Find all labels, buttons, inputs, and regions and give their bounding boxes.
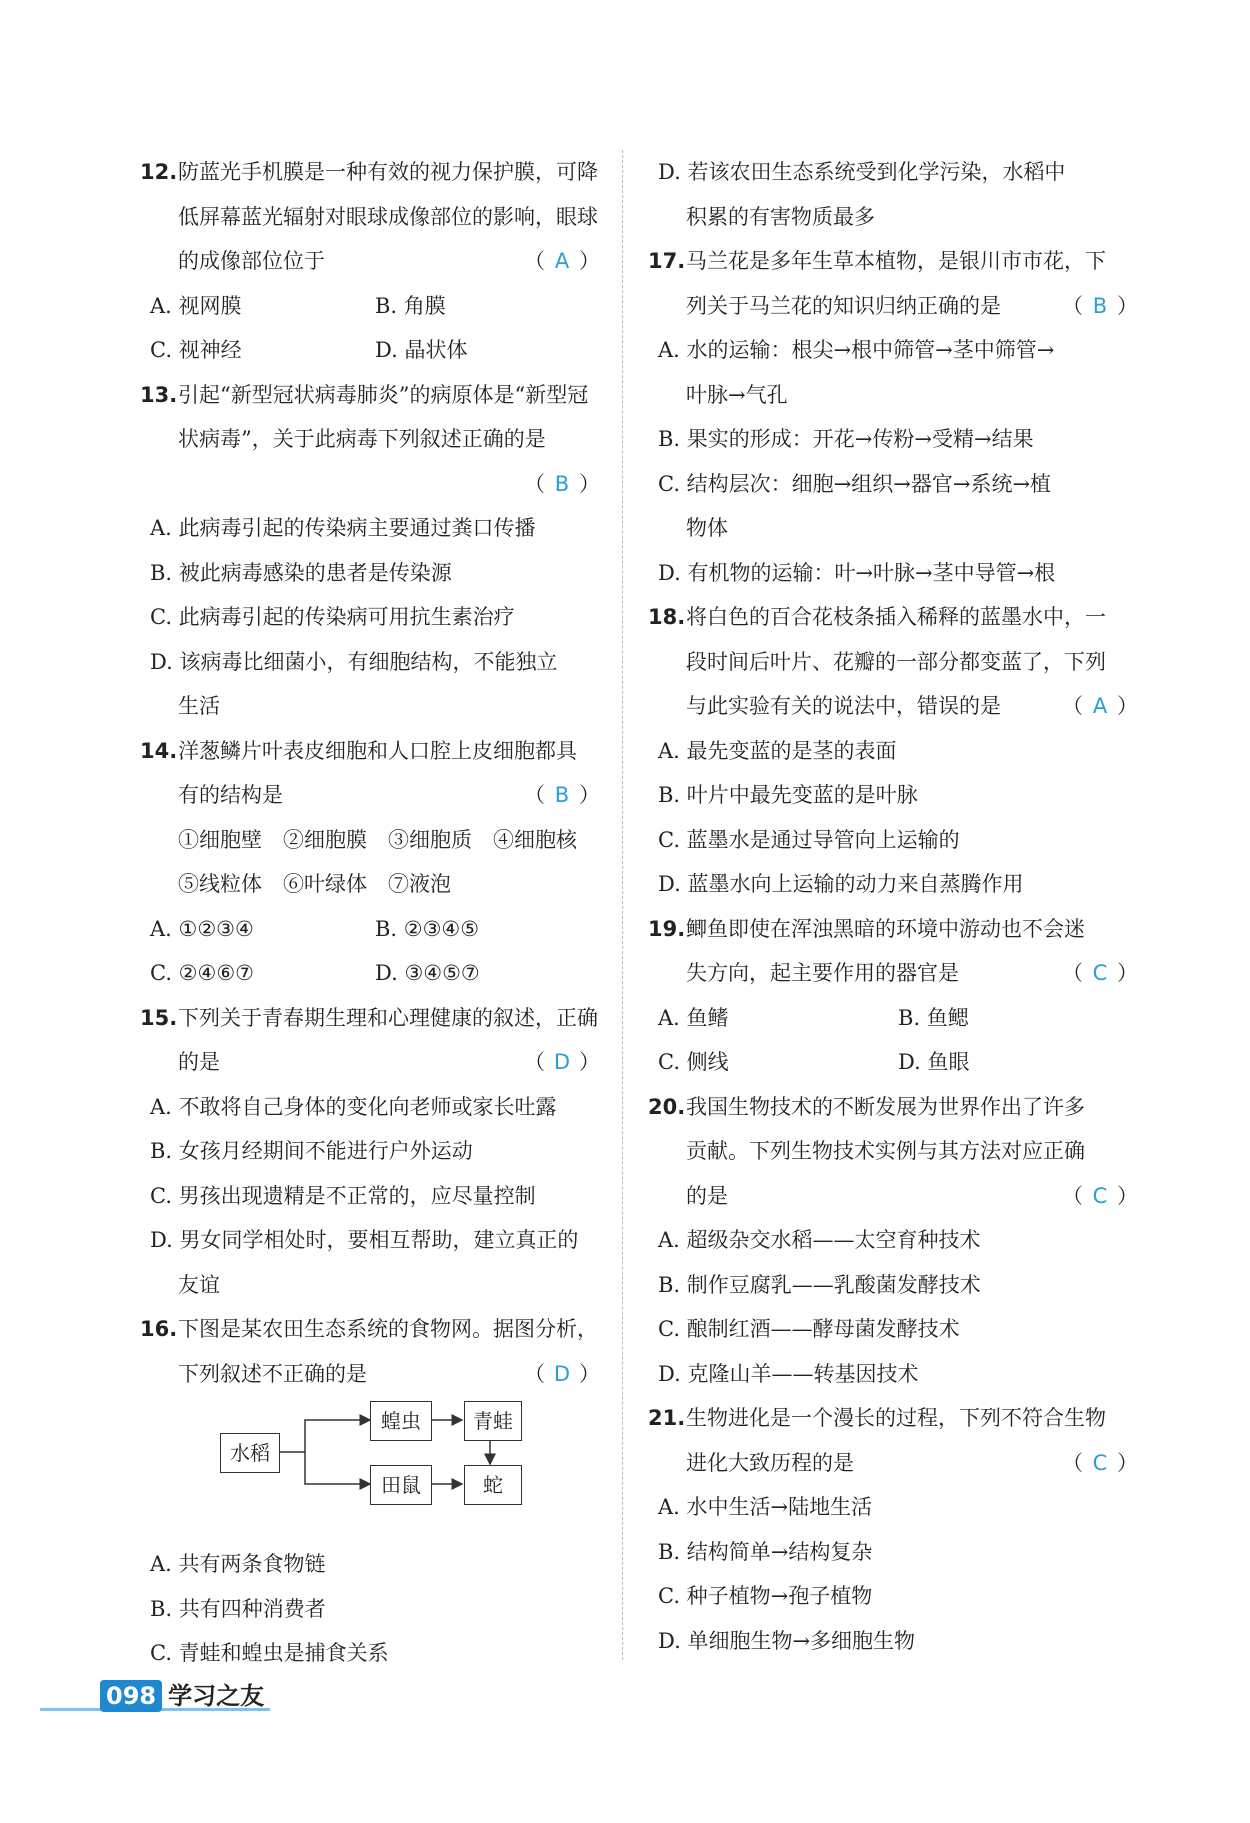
question-16 (140, 1307, 600, 1676)
option-line: 物体 (686, 516, 728, 540)
question-stem-line (140, 373, 600, 418)
stem-text: 生物进化是一个漫长的过程，下列不符合生物 (686, 1406, 1106, 1430)
node-locust: 蝗虫 (370, 1401, 432, 1441)
column-divider (622, 150, 623, 1660)
stem-text: 鲫鱼即使在浑浊黑暗的环境中游动也不会迷 (686, 916, 1085, 941)
answer-value: A (1092, 694, 1108, 718)
stem-text: 下列叙述不正确的是 (178, 1361, 367, 1386)
option-line: D. 若该农田生态系统受到化学污染，水稻中 (658, 160, 1066, 184)
option-line: A. 此病毒引起的传染病主要通过粪口传播 (150, 516, 536, 540)
food-web-diagram (220, 1396, 600, 1542)
question-13 (140, 373, 600, 729)
option: B. 鱼鳃 (898, 1005, 969, 1030)
question-stem-line (140, 996, 600, 1041)
question-stem-line (648, 284, 1138, 329)
option-row (140, 284, 600, 329)
question-18 (648, 595, 1138, 907)
question-number: 15. (140, 1005, 178, 1030)
stem-text: 将白色的百合花枝条插入稀释的蓝墨水中，一 (686, 605, 1106, 629)
option-row (140, 907, 600, 952)
option-line: 生活 (178, 694, 220, 718)
stem-text: 有的结构是 (178, 783, 283, 807)
option-row (140, 951, 600, 996)
option: D. 鱼眼 (898, 1050, 970, 1074)
stem-text: 下列关于青春期生理和心理健康的叙述，正确 (178, 1005, 598, 1030)
stem-text: 引起“新型冠状病毒肺炎”的病原体是“新型冠 (178, 382, 589, 407)
answer-bracket: （ D ） (524, 1040, 600, 1085)
stem-text: 与此实验有关的说法中，错误的是 (686, 694, 1001, 718)
answer-bracket: （ B ） (524, 773, 600, 818)
answer-value: D (553, 1361, 571, 1386)
book-title: 学习之友 (168, 1681, 265, 1710)
question-stem-line (648, 684, 1138, 729)
question-stem-line (648, 907, 1138, 952)
stem-text: 低屏幕蓝光辐射对眼球成像部位的影响，眼球 (178, 204, 598, 229)
option: A. 视网膜 (150, 293, 242, 318)
stem-text: 进化大致历程的是 (686, 1450, 854, 1475)
question-number: 14. (140, 738, 178, 763)
option-line: C. 结构层次：细胞→组织→器官→系统→植 (658, 471, 1052, 496)
question-stem-line (140, 1040, 600, 1085)
question-stem-line (648, 951, 1138, 996)
option-line: A. 水的运输：根尖→根中筛管→茎中筛管→ (658, 338, 1055, 362)
question-stem-line (140, 239, 600, 284)
option-line: 积累的有害物质最多 (686, 204, 875, 229)
node-frog: 青蛙 (464, 1401, 522, 1441)
stem-text: 的是 (686, 1183, 728, 1208)
question-14 (140, 729, 600, 996)
question-stem-line (140, 1352, 600, 1397)
option-line: C. 酿制红酒——酵母菌发酵技术 (658, 1317, 960, 1341)
answer-bracket: （ A ） (524, 239, 600, 284)
answer-value: B (554, 783, 570, 807)
stem-text: 状病毒”，关于此病毒下列叙述正确的是 (178, 427, 546, 451)
question-number: 18. (648, 605, 686, 629)
option-line: A. 最先变蓝的是茎的表面 (658, 738, 897, 763)
question-15 (140, 996, 600, 1308)
option-line: D. 有机物的运输：叶→叶脉→茎中导管→根 (658, 560, 1056, 585)
option-line: B. 制作豆腐乳——乳酸菌发酵技术 (658, 1272, 981, 1297)
option-line: 友谊 (178, 1272, 220, 1297)
answer-bracket: （ D ） (524, 1352, 600, 1397)
option-line: D. 男女同学相处时，要相互帮助，建立真正的 (150, 1228, 579, 1252)
answer-bracket: （ C ） (1062, 951, 1138, 996)
stem-text: 我国生物技术的不断发展为世界作出了许多 (686, 1094, 1085, 1119)
question-stem-line (140, 1307, 600, 1352)
stem-text: 列关于马兰花的知识归纳正确的是 (686, 293, 1001, 318)
question-stem-line (648, 595, 1138, 640)
option-line: D. 该病毒比细菌小，有细胞结构，不能独立 (150, 649, 558, 674)
option-line: B. 被此病毒感染的患者是传染源 (150, 560, 452, 585)
answer-value: B (1092, 293, 1108, 318)
answer-value: B (554, 471, 570, 496)
question-stem-line (648, 1396, 1138, 1441)
question-19 (648, 907, 1138, 1085)
answer-value: D (553, 1050, 571, 1074)
option-line: B. 叶片中最先变蓝的是叶脉 (658, 783, 918, 807)
option-row (140, 328, 600, 373)
stem-text: 马兰花是多年生草本植物，是银川市市花，下 (686, 249, 1106, 273)
option-line: C. 青蛙和蝗虫是捕食关系 (150, 1641, 389, 1665)
question-number: 12. (140, 160, 178, 184)
option: C. ②④⑥⑦ (150, 961, 254, 985)
option-line: B. 共有四种消费者 (150, 1596, 326, 1621)
left-column (140, 150, 600, 1676)
option-line: A. 共有两条食物链 (150, 1552, 326, 1576)
option-line: D. 克隆山羊——转基因技术 (658, 1361, 919, 1386)
option-line: B. 果实的形成：开花→传粉→受精→结果 (658, 427, 1034, 451)
question-21 (648, 1396, 1138, 1663)
option: A. ①②③④ (150, 916, 254, 941)
option-line: D. 单细胞生物→多细胞生物 (658, 1628, 916, 1653)
structure-list-line: ①细胞壁 ②细胞膜 ③细胞质 ④细胞核 (178, 827, 577, 852)
question-stem-line (140, 773, 600, 818)
question-stem-line (140, 462, 600, 507)
answer-bracket: （ C ） (1062, 1441, 1138, 1486)
node-rice: 水稻 (220, 1433, 280, 1473)
question-number: 21. (648, 1406, 686, 1430)
question-number: 19. (648, 916, 686, 941)
question-stem-line (648, 239, 1138, 284)
arrow-rice-locust (280, 1420, 370, 1452)
question-stem-line (140, 150, 600, 195)
node-snake: 蛇 (464, 1465, 522, 1505)
question-stem-line (648, 1085, 1138, 1130)
answer-value: A (554, 249, 570, 273)
question-17 (648, 239, 1138, 595)
question-stem-line (648, 1174, 1138, 1219)
stem-text: 失方向，起主要作用的器官是 (686, 961, 959, 985)
stem-text: 下图是某农田生态系统的食物网。据图分析， (178, 1317, 598, 1341)
option: D. 晶状体 (375, 338, 468, 362)
node-mouse: 田鼠 (370, 1465, 432, 1505)
question-stem-line (648, 1129, 1138, 1174)
question-stem-line (140, 729, 600, 774)
answer-bracket: （ A ） (1062, 684, 1138, 729)
stem-text: 段时间后叶片、花瓣的一部分都变蓝了，下列 (686, 649, 1106, 674)
answer-bracket: （ C ） (1062, 1174, 1138, 1219)
answer-value: C (1092, 961, 1108, 985)
stem-text: 洋葱鳞片叶表皮细胞和人口腔上皮细胞都具 (178, 738, 577, 763)
question-stem-line (648, 640, 1138, 685)
option-line: C. 种子植物→孢子植物 (658, 1584, 873, 1608)
option: D. ③④⑤⑦ (375, 961, 480, 985)
question-stem-line (140, 195, 600, 240)
stem-text: 防蓝光手机膜是一种有效的视力保护膜，可降 (178, 160, 598, 184)
option-row (648, 996, 1138, 1041)
answer-value: C (1092, 1183, 1108, 1208)
answer-value: C (1092, 1450, 1108, 1475)
option-line: C. 此病毒引起的传染病可用抗生素治疗 (150, 605, 515, 629)
question-stem-line (140, 417, 600, 462)
option: A. 鱼鳍 (658, 1005, 729, 1030)
option-line: D. 蓝墨水向上运输的动力来自蒸腾作用 (658, 872, 1024, 896)
option: B. ②③④⑤ (375, 916, 480, 941)
answer-bracket: （ B ） (524, 462, 600, 507)
question-12 (140, 150, 600, 373)
option-line: B. 结构简单→结构复杂 (658, 1539, 873, 1564)
right-column (648, 150, 1138, 1663)
option-line: 叶脉→气孔 (686, 382, 788, 407)
option-line: C. 蓝墨水是通过导管向上运输的 (658, 827, 960, 852)
answer-bracket: （ B ） (1062, 284, 1138, 329)
question-number: 13. (140, 382, 178, 407)
arrow-rice-mouse (305, 1452, 370, 1484)
question-number: 20. (648, 1094, 686, 1119)
option-line: A. 不敢将自己身体的变化向老师或家长吐露 (150, 1094, 557, 1119)
option-line: B. 女孩月经期间不能进行户外运动 (150, 1139, 473, 1163)
option-row (648, 1040, 1138, 1085)
option-line: C. 男孩出现遗精是不正常的，应尽量控制 (150, 1183, 536, 1208)
footer (100, 1676, 264, 1712)
option-line: A. 水中生活→陆地生活 (658, 1495, 873, 1519)
option-line: A. 超级杂交水稻——太空育种技术 (658, 1228, 981, 1252)
question-stem-line (648, 1441, 1138, 1486)
question-number: 16. (140, 1317, 178, 1341)
option: C. 侧线 (658, 1050, 729, 1074)
question-20 (648, 1085, 1138, 1397)
question-continued (648, 150, 1138, 239)
stem-text: 的成像部位位于 (178, 249, 325, 273)
page-number: 098 (100, 1680, 162, 1712)
option: B. 角膜 (375, 293, 446, 318)
stem-text: 的是 (178, 1050, 220, 1074)
question-number: 17. (648, 249, 686, 273)
structure-list-line: ⑤线粒体 ⑥叶绿体 ⑦液泡 (178, 872, 451, 896)
stem-text: 贡献。下列生物技术实例与其方法对应正确 (686, 1139, 1085, 1163)
option: C. 视神经 (150, 338, 242, 362)
